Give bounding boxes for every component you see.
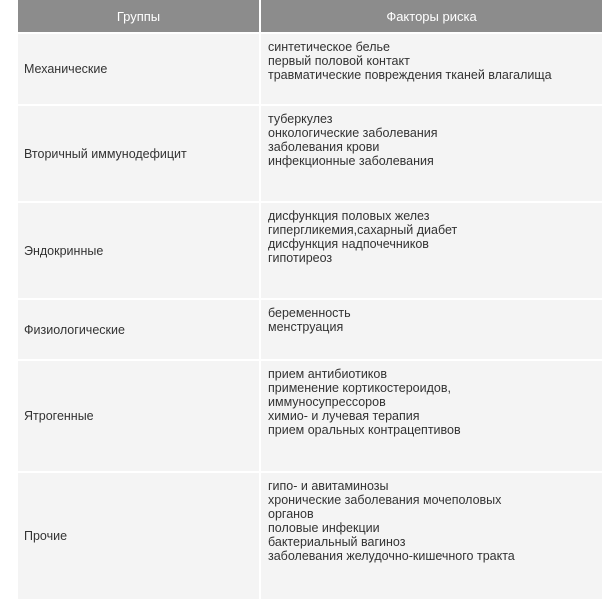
table-row [18,32,602,104]
factors-cell [259,361,602,471]
group-cell: Прочие [24,529,68,543]
header-factors: Факторы риска [259,0,602,32]
factor-item: половые инфекции [268,521,380,535]
factor-item: химио- и лучевая терапия [268,409,420,423]
factor-item: органов [268,507,314,521]
factors-cell [259,473,602,599]
factors-cell [259,34,602,104]
factors-cell [259,203,602,298]
header-groups: Группы [116,8,161,24]
group-cell: Механические [24,62,108,76]
risk-factors-table [18,0,602,599]
table-header [18,0,602,32]
factor-item: иммуносупрессоров [268,395,386,409]
factor-item: первый половой контакт [268,54,410,68]
factors-cell [259,300,602,359]
factor-item: дисфункция надпочечников [268,237,429,251]
factor-item: гипо- и авитаминозы [268,479,389,493]
factor-item: заболевания желудочно-кишечного тракта [268,549,515,563]
factor-item: хронические заболевания мочеполовых [268,493,502,507]
table-row [18,359,602,471]
factor-item: бактериальный вагиноз [268,535,406,549]
factor-item: прием антибиотиков [268,367,388,381]
factors-cell [259,106,602,201]
factor-item: менструация [268,320,344,334]
factor-item: гипергликемия,сахарный диабет [268,223,458,237]
table-row [18,201,602,298]
table-row [18,471,602,599]
factor-item: синтетическое белье [268,40,390,54]
factor-item: инфекционные заболевания [268,154,434,168]
factor-item: применение кортикостероидов, [268,381,451,395]
factor-item: беременность [268,306,351,320]
group-cell: Ятрогенные [24,409,94,423]
factor-item: дисфункция половых желез [268,209,430,223]
group-cell: Физиологические [24,322,125,337]
factor-item: травматические повреждения тканей влагалища [268,68,552,82]
group-cell: Вторичный иммунодефицит [24,146,187,161]
factor-item: туберкулез [268,112,333,126]
factor-item: прием оральных контрацептивов [268,423,461,437]
group-cell: Эндокринные [24,243,104,258]
table-row [18,104,602,201]
factor-item: заболевания крови [268,140,380,154]
factor-item: гипотиреоз [268,251,333,265]
table-row [18,298,602,359]
factor-item: онкологические заболевания [268,126,438,140]
